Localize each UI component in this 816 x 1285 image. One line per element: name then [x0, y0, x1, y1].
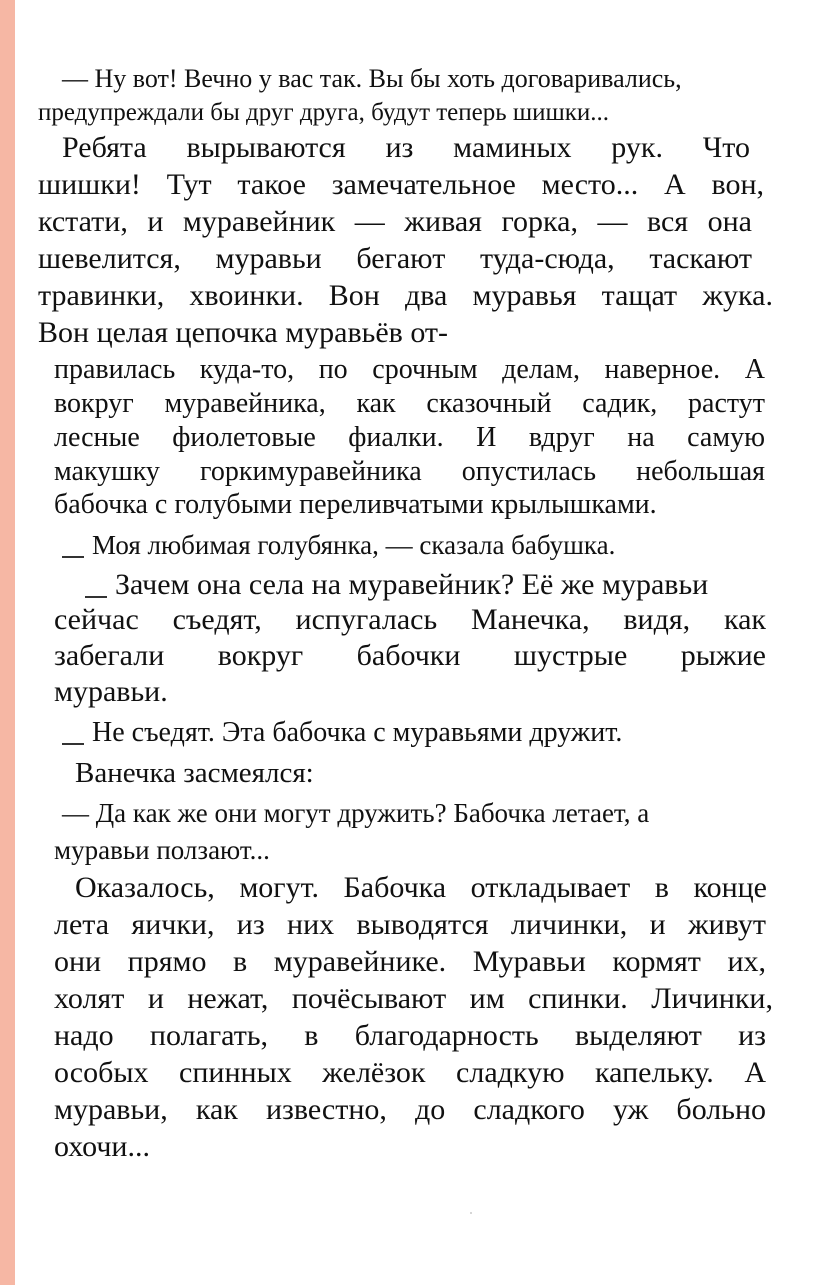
dash-mark	[85, 596, 107, 598]
text-line: вокруг муравейника, как сказочный садик, растут	[54, 388, 765, 419]
text-line: макушку горкимуравейника опустилась небольшая	[54, 456, 765, 487]
text-line: — Ну вот! Вечно у вас так. Вы бы хоть договаривались,	[62, 64, 682, 93]
text-line: предупреждали бы друг друга, будут теперь шишки...	[38, 99, 610, 126]
dialogue-line	[85, 570, 708, 600]
dialogue-line	[62, 719, 622, 747]
text-line: правилась куда-то, по срочным делам, наверное. А	[54, 354, 765, 385]
text-line: — Да как же они могут дружить? Бабочка летает, а	[62, 798, 650, 828]
text-line: травинки, хвоинки. Вон два муравья тащат жука.	[38, 279, 773, 312]
text-line: Оказалось, могут. Бабочка откладывает в конце	[75, 871, 767, 904]
text-line: муравьи, как известно, до сладкого уж больно	[54, 1093, 766, 1126]
text-line: Ребята вырываются из маминых рук. Что	[62, 131, 750, 164]
text-line: шишки! Тут такое замечательное место... А вон,	[38, 168, 764, 201]
text-line: Вон целая цепочка муравьёв от-	[38, 316, 449, 349]
text-line: муравьи.	[54, 675, 168, 708]
text-line: холят и нежат, почёсывают им спинки. Личинки,	[54, 982, 773, 1015]
dash-mark	[62, 556, 84, 558]
text-line: надо полагать, в благодарность выделяют из	[54, 1019, 766, 1052]
text-line: Не съедят. Эта бабочка с муравьями дружит.	[92, 717, 623, 748]
text-line: Зачем она села на муравейник? Её же муравьи	[115, 568, 709, 601]
text-line: кстати, и муравейник — живая горка, — вся она	[38, 205, 752, 238]
text-line: шевелится, муравьи бегают туда-сюда, таскают	[38, 242, 752, 275]
text-line: забегали вокруг бабочки шустрые рыжие	[54, 639, 766, 672]
text-line: Ванечка засмеялся:	[75, 757, 314, 789]
dash-mark	[62, 743, 84, 745]
text-line: муравьи ползают...	[54, 835, 270, 865]
text-line: они прямо в муравейнике. Муравьи кормят их,	[54, 945, 766, 978]
text-line: лета яички, из них выводятся личинки, и живут	[54, 908, 766, 941]
dialogue-line	[62, 532, 615, 559]
scan-speck	[470, 1212, 472, 1214]
text-line: сейчас съедят, испугалась Манечка, видя, как	[54, 603, 766, 636]
text-line: охочи...	[54, 1130, 150, 1163]
page-edge-stripe	[0, 0, 15, 1285]
text-line: особых спинных желёзок сладкую капельку. А	[54, 1056, 766, 1089]
text-line: бабочка с голубыми переливчатыми крылышками.	[54, 489, 657, 520]
text-line: лесные фиолетовые фиалки. И вдруг на самую	[54, 422, 765, 453]
text-line: Моя любимая голубянка, — сказала бабушка.	[92, 530, 616, 560]
